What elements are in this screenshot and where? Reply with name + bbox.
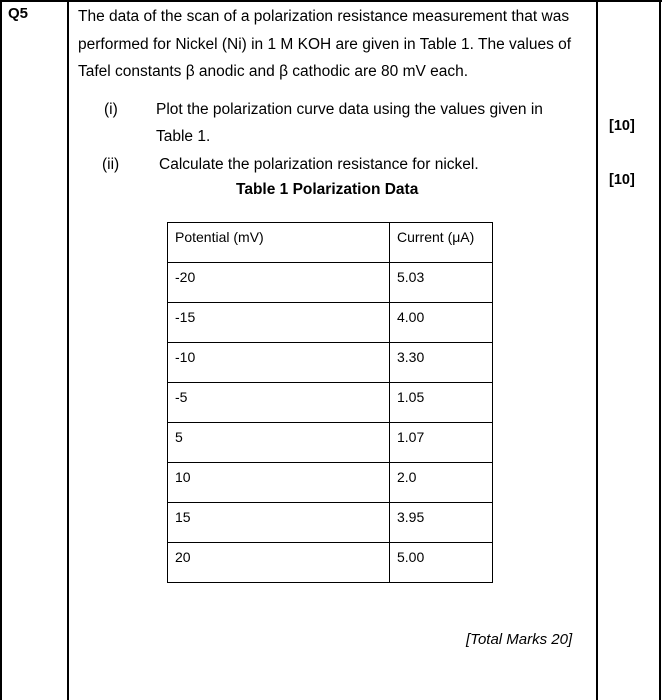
intro-line: The data of the scan of a polarization resistance measurement that was xyxy=(78,8,570,25)
polarization-data-table xyxy=(167,222,493,583)
table-row xyxy=(168,343,493,383)
table-row xyxy=(168,383,493,423)
potential-cell: -10 xyxy=(168,343,390,383)
current-cell: 5.03 xyxy=(390,263,493,303)
part-ii-text: Calculate the polarization resistance for nickel. xyxy=(159,156,479,173)
part-ii-label: (ii) xyxy=(102,156,120,173)
potential-cell: 5 xyxy=(168,423,390,463)
current-cell: 1.05 xyxy=(390,383,493,423)
part-ii-marks: [10] xyxy=(609,172,635,188)
current-cell: 3.95 xyxy=(390,503,493,543)
table-row xyxy=(168,423,493,463)
question-number: Q5 xyxy=(8,5,29,22)
potential-cell: -5 xyxy=(168,383,390,423)
intro-line: Tafel constants β anodic and β cathodic are 80 mV each. xyxy=(78,63,469,80)
current-cell: 1.07 xyxy=(390,423,493,463)
marks-column-divider xyxy=(596,0,598,700)
part-i-marks: [10] xyxy=(609,118,635,134)
question-intro xyxy=(78,3,590,86)
potential-cell: 20 xyxy=(168,543,390,583)
table-row xyxy=(168,503,493,543)
part-i-text: Plot the polarization curve data using the values given in xyxy=(156,101,543,118)
table-row xyxy=(168,263,493,303)
potential-cell: 15 xyxy=(168,503,390,543)
part-i-label: (i) xyxy=(104,101,118,118)
left-border xyxy=(0,0,2,700)
potential-cell: -15 xyxy=(168,303,390,343)
table-header-row xyxy=(168,223,493,263)
table-row xyxy=(168,303,493,343)
current-cell: 2.0 xyxy=(390,463,493,503)
potential-cell: 10 xyxy=(168,463,390,503)
right-border xyxy=(659,0,661,700)
part-i-text-continued: Table 1. xyxy=(156,128,211,145)
current-cell: 4.00 xyxy=(390,303,493,343)
intro-line: performed for Nickel (Ni) in 1 M KOH are given in Table 1. The values of xyxy=(78,35,572,53)
current-cell: 3.30 xyxy=(390,343,493,383)
header-potential: Potential (mV) xyxy=(168,223,390,263)
top-border xyxy=(0,0,662,2)
table-title: Table 1 Polarization Data xyxy=(236,181,419,198)
table-row xyxy=(168,463,493,503)
potential-cell: -20 xyxy=(168,263,390,303)
table-row xyxy=(168,543,493,583)
total-marks: [Total Marks 20] xyxy=(466,631,573,648)
number-column-divider xyxy=(67,0,69,700)
current-cell: 5.00 xyxy=(390,543,493,583)
header-current: Current (μA) xyxy=(390,223,493,263)
